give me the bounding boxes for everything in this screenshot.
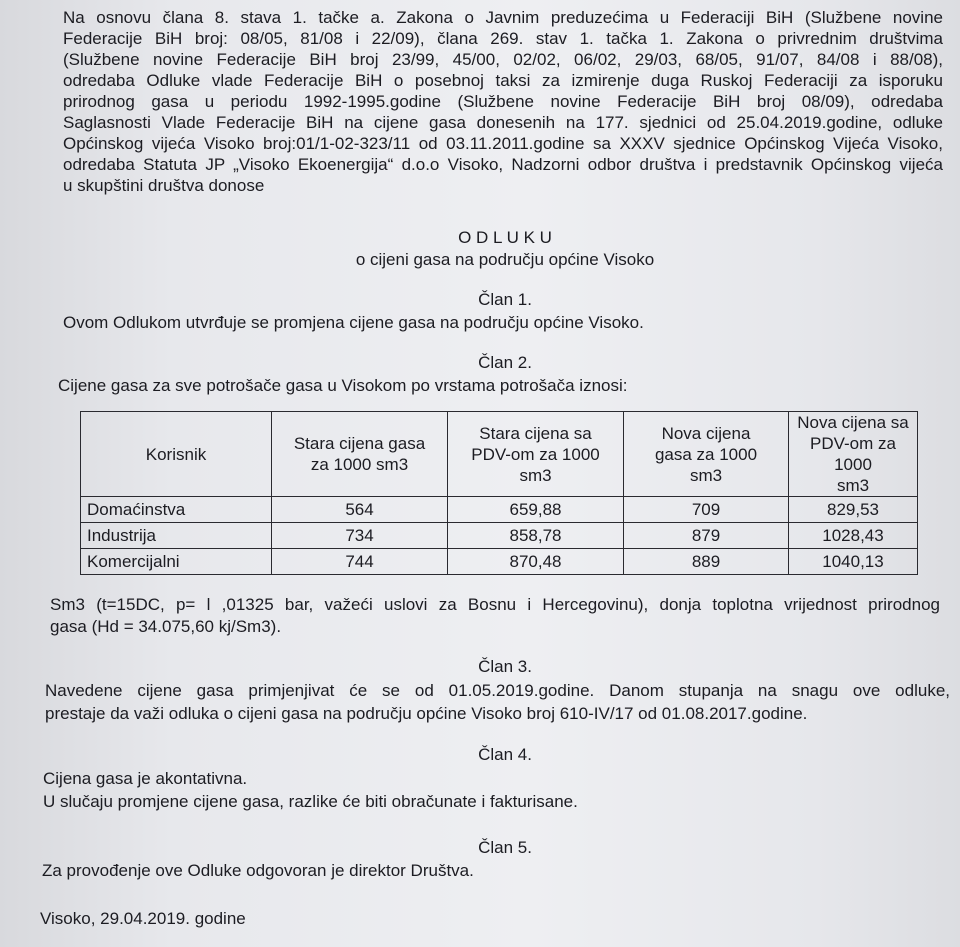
column-header: Nova cijena gasa za 1000 sm3 [624,412,789,497]
article-5-text: Za provođenje ove Odluke odgovoran je direktor Društva. [42,861,474,880]
article-3-line: Navedene cijene gasa primjenjivat će se od 01.05.2019.godine. Danom stupanja na snagu ove odluke, [45,681,950,700]
table-cell: 858,78 [448,523,624,549]
note-line: Sm3 (t=15DC, p= l ,01325 bar, važeći uslovi za Bosnu i Hercegovinu), donja toplotna vrijednost prirodnog [50,595,940,614]
preamble-line: prirodnog gasa u periodu 1992-1995.godine (Službene novine Federacije BiH broj 08/09), odredaba [63,92,943,111]
article-2-text: Cijene gasa za sve potrošače gasa u Visokom po vrstama potrošača iznosi: [58,376,628,395]
table-row [81,523,918,549]
preamble-line: odredaba Odluke vlade Federacije BiH o posebnoj taksi za izmirenje duga Ruskoj Federaciji za isporuku [63,71,943,90]
table-row [81,549,918,575]
table-row [81,497,918,523]
table-cell: 659,88 [448,497,624,523]
table-cell: 879 [624,523,789,549]
document-subtitle: o cijeni gasa na području općine Visoko [355,250,655,269]
price-table [80,411,918,575]
preamble-line: Na osnovu člana 8. stava 1. tačke a. Zakona o Javnim preduzećima u Federaciji BiH (Službene novine [63,8,943,27]
column-header: Korisnik [81,412,272,497]
column-header: Stara cijena sa PDV-om za 1000 sm3 [448,412,624,497]
article-4-line: U slučaju promjene cijene gasa, razlike će biti obračunate i fakturisane. [43,792,578,811]
preamble-line: odredaba Statuta JP „Visoko Ekoenergija“ d.o.o Visoko, Nadzorni odbor društva i predstavnik Općinskog vijeća [63,155,943,174]
table-header-row [81,412,918,497]
note-line: gasa (Hd = 34.075,60 kj/Sm3). [50,617,282,636]
table-cell: 734 [272,523,448,549]
article-5-heading: Član 5. [478,838,532,857]
article-4-line: Cijena gasa je akontativna. [43,769,248,788]
article-1-heading: Član 1. [478,290,532,309]
preamble-line: Federacije BiH broj: 08/05, 81/08 i 22/09), člana 269. stav 1. tačka 1. Zakona o privrednim društvima [63,29,943,48]
article-1-text: Ovom Odlukom utvrđuje se promjena cijene gasa na području općine Visoko. [63,313,644,332]
table-cell: Domaćinstva [81,497,272,523]
table-cell: 564 [272,497,448,523]
article-3-heading: Član 3. [478,657,532,676]
table-cell: 1028,43 [789,523,918,549]
table-cell: 829,53 [789,497,918,523]
table-cell: 1040,13 [789,549,918,575]
preamble-line: Saglasnosti Vlade Federacije BiH na cijene gasa donesenih na 177. sjednici od 25.04.2019.godine, odluke [63,113,943,132]
table-cell: Komercijalni [81,549,272,575]
article-2-heading: Član 2. [478,353,532,372]
column-header: Stara cijena gasa za 1000 sm3 [272,412,448,497]
preamble-line: u skupštini društva donose [63,176,265,195]
article-4-heading: Član 4. [478,745,532,764]
place-date: Visoko, 29.04.2019. godine [40,909,246,928]
article-3-line: prestaje da važi odluka o cijeni gasa na području općine Visoko broj 610-IV/17 od 01.08.2017.godine. [45,704,808,723]
table-cell: 870,48 [448,549,624,575]
table-cell: 744 [272,549,448,575]
table-cell: 889 [624,549,789,575]
column-header: Nova cijena sa PDV-om za 1000 sm3 [789,412,918,497]
document-title: O D L U K U [458,228,552,247]
preamble-line: (Službene novine Federacije BiH broj 23/99, 45/00, 02/02, 06/02, 29/03, 68/05, 91/07, 84/08 i 88/08), [63,50,943,69]
preamble-line: Općinskog vijeća Visoko broj:01/1-02-323/11 od 03.11.2011.godine sa XXXV sjednice Općinskog Vijeća Visoko, [63,134,943,153]
table-cell: 709 [624,497,789,523]
table-cell: Industrija [81,523,272,549]
